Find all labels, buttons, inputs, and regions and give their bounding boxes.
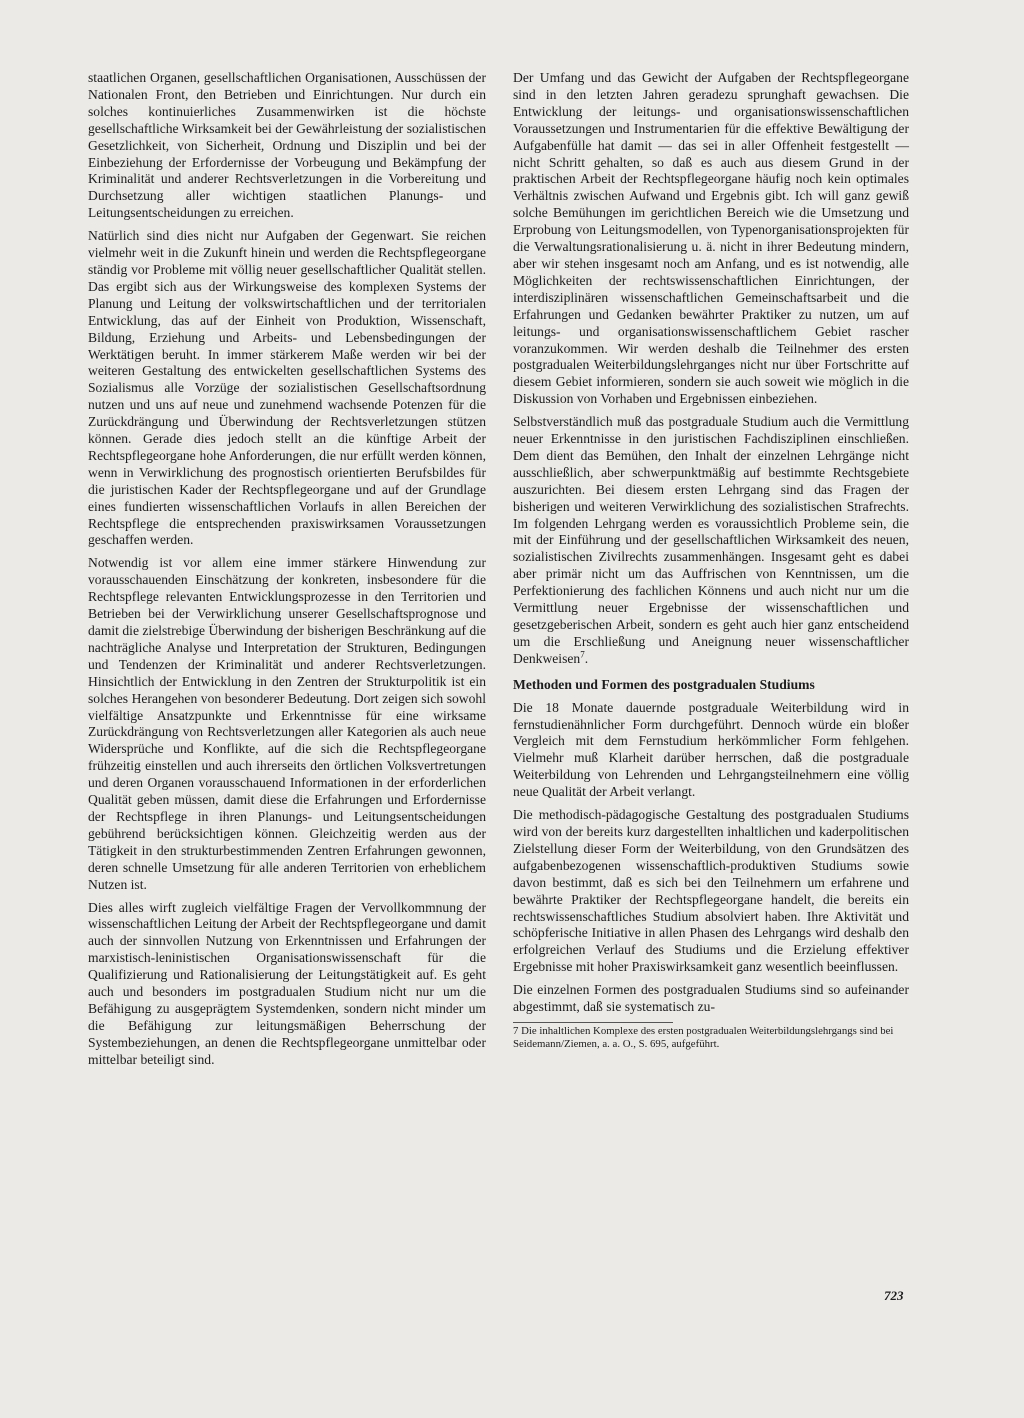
- paragraph-with-footnote-ref: Selbstverständlich muß das postgraduale Studium auch die Vermittlung neuer Erkenntnisse in den juristischen Fachdisziplinen einschließen. Dem dient das Bemühen, den Inhalt der einzelnen Lehrgänge nicht ausschließlich, aber schwerpunktmäßig auf bestimmte Rechtsgebiete auszurichten. Bei diesem ersten Lehrgang sind das Fragen der bisherigen und weiteren Verwirklichung des sozialistischen Strafrechts. Im folgenden Lehrgang werden es voraussichtlich Probleme sein, die mit der Einführung und der gesellschaftlichen Wirksamkeit des neuen, sozialistischen Zivilrechts zusammenhängen. Insgesamt geht es dabei aber primär nicht um das Auffrischen von Kenntnissen, um die Perfektionierung des fachlichen Könnens und auch nicht nur um die Vermittlung neuer Ergebnisse der wissenschaftlichen und gesetzgeberischen Arbeit, sondern es geht auch hier ganz entscheidend um die Erschließung und Aneignung neuer wissenschaftlicher Denkweisen$^7$.: [513, 414, 909, 666]
- paragraph: Die methodisch-pädagogische Gestaltung des postgradualen Studiums wird von der bereits kurz dargestellten inhaltlichen und kaderpolitischen Zielstellung dieser Form der Weiterbildung, von den Grundsätzen des aufgabenbezogenen wissenschaftlich-produktiven Studiums sowie davon bestimmt, daß es sich bei den Teilnehmern um erfahrene und bewährte Praktiker der Rechtspflegeorgane handelt, die bereits ein rechtswissenschaftliches Studium absolviert haben. Ihre Aktivität und schöpferische Initiative in allen Phasen des Lehrgangs wird deshalb den erfolgreichen Verlauf des Studiums und die Erzielung effektiver Ergebnisse mit hoher Praxiswirksamkeit ganz wesentlich beeinflussen.: [513, 807, 909, 975]
- paragraph: Dies alles wirft zugleich vielfältige Fragen der Vervollkommnung der wissenschaftlichen Leitung der Arbeit der Rechtspflegeorgane und damit auch der sinnvollen Nutzung von Erkenntnissen und Erfahrungen der marxistisch-leninistischen Organisationswissenschaft für die Qualifizierung und Rationalisierung der Leitungstätigkeit auf. Es geht auch und besonders im postgradualen Studium nicht nur um die Befähigung zu ausgeprägtem Systemdenken, sondern nicht minder um die Befähigung zur leitungsmäßigen Beherrschung der Systembeziehungen, an denen die Rechtspflegeorgane unmittelbar oder mittelbar beteiligt sind.: [88, 899, 486, 1067]
- paragraph: Die 18 Monate dauernde postgraduale Weiterbildung wird in fernstudienähnlicher Form durchgeführt. Dennoch würde ein bloßer Vergleich mit dem Fernstudium herkömmlicher Form fehlgehen. Vielmehr muß Klarheit darüber herrschen, daß die postgraduale Weiterbildung von Lehrenden und Lehrgangsteilnehmern eine völlig neue Qualität der Arbeit verlangt.: [513, 699, 909, 800]
- left-column: [88, 70, 486, 1075]
- section-heading: Methoden und Formen des postgradualen Studiums: [513, 676, 815, 692]
- paragraph: Der Umfang und das Gewicht der Aufgaben der Rechtspflegeorgane sind in den letzten Jahren geradezu sprunghaft gewachsen. Die Entwicklung der leitungs- und organisationswissenschaftlichen Voraussetzungen und Instrumentarien für die effektive Bewältigung der Aufgabenfülle hat damit — das sei in aller Offenheit festgestellt — nicht Schritt gehalten, so daß es auch aus diesem Grund in der praktischen Arbeit der Rechtspflegeorgane häufig noch kein optimales Verhältnis zwischen Aufwand und Ergebnis gibt. Ich will ganz gewiß solche Bemühungen im gerichtlichen Bereich wie die Umsetzung und Erprobung von Leitungsmodellen, von Typenorganisationsprojekten für die Verwaltungsrationalisierung u. ä. nicht in ihrer Bedeutung mindern, aber wir stehen insgesamt noch am Anfang, und es ist notwendig, alle Möglichkeiten der rechtswissenschaftlichen Einrichtungen, der interdisziplinären wissenschaftlichen Gemeinschaftsarbeit und die Erfahrungen und Gedanken bewährter Praktiker zu nutzen, um auf leitungs- und organisationswissenschaftlichem Gebiet rascher voranzukommen. Wir werden deshalb die Teilnehmer des ersten postgradualen Weiterbildungslehrganges nicht nur über Fortschritte auf diesem Gebiet informieren, sondern sie auch soweit wie möglich in die Diskussion von Vorhaben und Ergebnissen einbeziehen.: [513, 70, 909, 407]
- paragraph: Natürlich sind dies nicht nur Aufgaben der Gegenwart. Sie reichen vielmehr weit in die Zukunft hinein und werden die Rechtspflegeorgane ständig vor Probleme mit völlig neuer gesellschaftlicher Qualität stellen. Das ergibt sich aus der Wirkungsweise des komplexen Systems der Planung und Leitung der volkswirtschaftlichen und der territorialen Entwicklung, das auf der Einheit von Produktion, Wissenschaft, Bildung, Erziehung und Arbeits- und Lebensbedingungen der Werktätigen beruht. In immer stärkerem Maße werden wir bei der weiteren Gestaltung des entwickelten gesellschaftlichen Systems des Sozialismus alle Vorzüge der sozialistischen Gesellschaftsordnung nutzen und uns auf neue und zunehmend wachsende Potenzen für die Zurückdrängung und Überwindung der Rechtsverletzungen stützen können. Gerade dies jedoch stellt an die künftige Arbeit der Rechtspflegeorgane hohe Anforderungen, die nur erfüllt werden können, wenn in Verwirklichung des prognostisch orientierten Berufsbildes für die juristischen Kader der Rechtspflegeorgane und auf der Grundlage eines fundierten wissenschaftlichen Vorlaufs in allen Bereichen der Rechtspflege die entsprechenden praxiswirksamen Voraussetzungen geschaffen werden.: [88, 228, 486, 548]
- page-number: 723: [884, 1288, 904, 1303]
- footnote-reference: 7: [580, 649, 585, 660]
- paragraph: Notwendig ist vor allem eine immer stärkere Hinwendung zur vorausschauenden Einschätzung der konkreten, insbesondere für die Rechtspflege relevanten Entwicklungsprozesse in den Territorien und Betrieben bei der Verwirklichung unserer Gesellschaftsprognose und damit die zielstrebige Überwindung der bisherigen Beschränkung auf die nachträgliche Analyse und Interpretation der Strukturen, Bedingungen und Tendenzen der Kriminalität und anderer Rechtsverletzungen. Hinsichtlich der Entwicklung in den Zentren der Strukturpolitik ist ein solches Herangehen von besonderer Bedeutung. Dort zeigen sich sowohl vielfältige Ansatzpunkte und Erkenntnisse für eine wirksame Zurückdrängung von Rechtsverletzungen aller Kategorien als auch neue Widersprüche und Konflikte, auf die sich die Rechtspflegeorgane frühzeitig einstellen und auch ihrerseits den örtlichen Volksvertretungen und deren Organen vorausschauend Informationen in der erforderlichen Qualität geben müssen, damit diese die Erfahrungen und Erfordernisse der Rechtspflege in ihren Planungs- und Leitungsentscheidungen gebührend berücksichtigen können. Gleichzeitig werden aus der Tätigkeit in den strukturbestimmenden Zentren Erfahrungen gewonnen, deren schnelle Umsetzung für alle anderen Territorien von erheblichem Nutzen ist.: [88, 555, 486, 892]
- paragraph-text: Selbstverständlich muß das postgraduale Studium auch die Vermittlung neuer Erkenntnisse in den juristischen Fachdisziplinen einschließen. Dem dient das Bemühen, den Inhalt der einzelnen Lehrgänge nicht ausschließlich, aber schwerpunktmäßig auf bestimmte Rechtsgebiete auszurichten. Bei diesem ersten Lehrgang sind das Fragen der bisherigen und weiteren Verwirklichung des sozialistischen Strafrechts. Im folgenden Lehrgang werden es voraussichtlich Probleme sein, die mit der Einführung und der gesellschaftlichen Wirksamkeit des neuen, sozialistischen Zivilrechts zusammenhängen. Insgesamt geht es dabei aber primär nicht um das Auffrischen von Kenntnissen, um die Perfektionierung des fachlichen Könnens und auch nicht nur um die Vermittlung neuer Ergebnisse der wissenschaftlichen und gesetzgeberischen Arbeit, sondern es geht auch hier ganz entscheidend um die Erschließung und Aneignung neuer wissenschaftlicher Denkweisen: [513, 414, 909, 666]
- footnote: 7 Die inhaltlichen Komplexe des ersten postgradualen Weiterbildungslehrgangs sind bei Seidemann/Ziemen, a. a. O., S. 695, aufgeführt.: [513, 1024, 894, 1050]
- right-column: [513, 70, 909, 1050]
- paragraph: staatlichen Organen, gesellschaftlichen Organisationen, Ausschüssen der Nationalen Front, den Betrieben und Einrichtungen. Nur durch ein solches kontinuierliches Zusammenwirken ist die höchste gesellschaftliche Wirksamkeit bei der Gewährleistung der sozialistischen Gesetzlichkeit, von Sicherheit, Ordnung und Disziplin und bei der Einbeziehung der Erfordernisse der Vorbeugung und Bekämpfung der Kriminalität und anderer Rechtsverletzungen in die Vorbereitung und Durchsetzung aller wichtigen staatlichen Planungs- und Leitungsentscheidungen zu erreichen.: [88, 70, 486, 221]
- paragraph: Die einzelnen Formen des postgradualen Studiums sind so aufeinander abgestimmt, daß sie systematisch zu-: [513, 982, 909, 1015]
- footnote-divider: [513, 1022, 673, 1023]
